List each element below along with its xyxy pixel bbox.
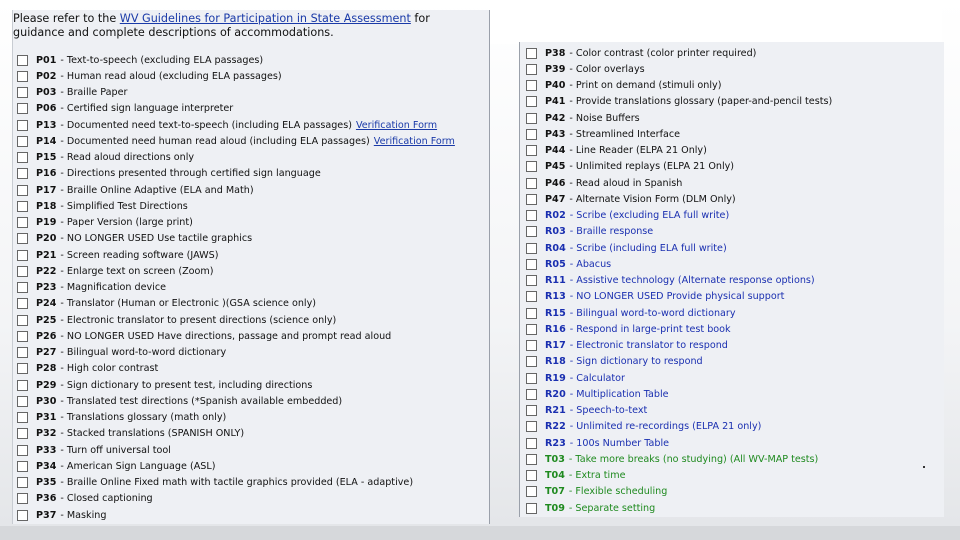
accommodation-code: R20: [545, 388, 566, 400]
accommodation-code: P29: [36, 379, 57, 391]
accommodation-label: - Noise Buffers: [569, 112, 640, 124]
accommodation-code: P35: [36, 477, 57, 489]
accommodation-item: [526, 208, 832, 224]
accommodation-label: - Respond in large-print test book: [569, 323, 731, 335]
accommodation-checkbox[interactable]: [17, 380, 28, 391]
accommodation-label: - Directions presented through certified sign language: [60, 168, 321, 180]
accommodation-label: - Print on demand (stimuli only): [569, 80, 722, 92]
accommodation-item: [17, 491, 455, 507]
accommodation-checkbox[interactable]: [526, 356, 537, 367]
accommodation-item: [526, 500, 832, 516]
accommodation-label: - Magnification device: [60, 282, 167, 294]
accommodation-code: P06: [36, 103, 57, 115]
accommodation-item: [17, 410, 455, 426]
accommodation-code: P36: [36, 493, 57, 505]
accommodation-code: P23: [36, 282, 57, 294]
accommodation-checkbox[interactable]: [17, 120, 28, 131]
accommodation-code: P16: [36, 168, 57, 180]
accommodation-code: R13: [545, 291, 566, 303]
accommodation-checkbox[interactable]: [526, 308, 537, 319]
accommodation-label: - Assistive technology (Alternate response options): [569, 275, 815, 287]
accommodation-code: R04: [545, 242, 566, 254]
accommodation-code: R17: [545, 340, 566, 352]
accommodation-code: P39: [545, 63, 566, 75]
accommodation-item: [17, 150, 455, 166]
accommodation-item: [526, 126, 832, 142]
accommodation-label: - Speech-to-text: [569, 405, 648, 417]
accommodation-label: - Sign dictionary to present test, including directions: [60, 379, 313, 391]
verification-form-link[interactable]: Verification Form: [355, 119, 438, 131]
accommodation-code: P32: [36, 428, 57, 440]
accommodation-item: [17, 85, 455, 101]
accommodation-checkbox[interactable]: [526, 210, 537, 221]
accommodation-checkbox[interactable]: [526, 291, 537, 302]
accommodation-code: P13: [36, 119, 57, 131]
accommodation-item: [17, 361, 455, 377]
accommodation-label: - American Sign Language (ASL): [60, 460, 216, 472]
accommodation-checkbox[interactable]: [17, 298, 28, 309]
header-whitespace: [490, 8, 942, 44]
accommodation-label: - Bilingual word-to-word dictionary: [60, 347, 227, 359]
accommodation-label: - Electronic translator to present directions (science only): [60, 314, 337, 326]
accommodation-checkbox[interactable]: [17, 152, 28, 163]
accommodation-code: T04: [545, 470, 565, 482]
accommodation-code: R11: [545, 275, 566, 287]
accommodation-code: P45: [545, 161, 566, 173]
accommodation-item: [17, 263, 455, 279]
accommodation-item: [526, 175, 832, 191]
accommodation-label: - Streamlined Interface: [569, 128, 681, 140]
accommodation-checkbox[interactable]: [17, 347, 28, 358]
accommodation-checkbox[interactable]: [17, 136, 28, 147]
accommodation-code: P20: [36, 233, 57, 245]
accommodation-item: [526, 451, 832, 467]
accommodation-checkbox[interactable]: [17, 461, 28, 472]
accommodation-item: [17, 426, 455, 442]
accommodation-label: - Translations glossary (math only): [60, 412, 227, 424]
accommodation-code: P14: [36, 135, 57, 147]
accommodation-label: - Scribe (including ELA full write): [569, 242, 727, 254]
accommodation-checkbox[interactable]: [526, 129, 537, 140]
accommodation-code: P41: [545, 96, 566, 108]
right-accommodation-list: [526, 45, 832, 516]
accommodation-label: - Closed captioning: [60, 493, 153, 505]
accommodation-label: - NO LONGER USED Have directions, passage and prompt read aloud: [60, 330, 392, 342]
guidelines-link[interactable]: WV Guidelines for Participation in State Assessment: [119, 12, 411, 25]
accommodation-code: P01: [36, 54, 57, 66]
accommodation-checkbox[interactable]: [526, 113, 537, 124]
accommodation-item: [17, 117, 455, 133]
accommodation-item: [17, 166, 455, 182]
accommodation-checkbox[interactable]: [17, 493, 28, 504]
intro-after: for guidance and complete descriptions of accommodations.: [13, 12, 430, 39]
accommodation-item: [526, 110, 832, 126]
accommodation-code: P25: [36, 314, 57, 326]
accommodation-checkbox[interactable]: [17, 217, 28, 228]
accommodation-checkbox[interactable]: [17, 103, 28, 114]
accommodation-code: P31: [36, 412, 57, 424]
accommodation-item: [526, 305, 832, 321]
accommodation-code: P47: [545, 193, 566, 205]
accommodation-label: - Separate setting: [568, 502, 656, 514]
accommodation-checkbox[interactable]: [526, 373, 537, 384]
accommodation-label: - Braille Paper: [60, 87, 128, 99]
accommodation-label: - Screen reading software (JAWS): [60, 249, 219, 261]
accommodation-label: - Braille Online Adaptive (ELA and Math): [60, 184, 254, 196]
accommodation-checkbox[interactable]: [526, 226, 537, 237]
accommodation-code: P15: [36, 152, 57, 164]
accommodation-item: [526, 191, 832, 207]
accommodation-code: P03: [36, 87, 57, 99]
accommodation-item: [526, 338, 832, 354]
accommodation-checkbox[interactable]: [17, 250, 28, 261]
accommodation-code: P19: [36, 217, 57, 229]
accommodation-label: - Simplified Test Directions: [60, 200, 188, 212]
accommodation-label: - Turn off universal tool: [60, 444, 171, 456]
accommodation-item: [17, 52, 455, 68]
accommodation-item: [17, 507, 455, 523]
accommodation-checkbox[interactable]: [526, 421, 537, 432]
accommodation-item: [526, 143, 832, 159]
accommodation-item: [17, 377, 455, 393]
accommodation-checkbox[interactable]: [526, 486, 537, 497]
accommodation-item: [526, 370, 832, 386]
accommodation-code: R05: [545, 258, 566, 270]
accommodation-label: - Color contrast (color printer required): [569, 47, 757, 59]
accommodation-label: - Unlimited replays (ELPA 21 Only): [569, 161, 735, 173]
accommodation-label: - Human read aloud (excluding ELA passages): [60, 70, 282, 82]
accommodation-checkbox[interactable]: [526, 470, 537, 481]
accommodation-item: [526, 419, 832, 435]
accommodation-item: [526, 224, 832, 240]
accommodation-label: - Text-to-speech (excluding ELA passages): [60, 54, 264, 66]
accommodation-checkbox[interactable]: [17, 266, 28, 277]
accommodation-code: P27: [36, 347, 57, 359]
accommodation-code: T03: [545, 453, 565, 465]
accommodation-item: [17, 296, 455, 312]
accommodation-label: - NO LONGER USED Provide physical support: [569, 291, 785, 303]
accommodation-checkbox[interactable]: [526, 161, 537, 172]
accommodation-label: - Read aloud in Spanish: [569, 177, 683, 189]
accommodation-item: [526, 94, 832, 110]
accommodation-code: P44: [545, 145, 566, 157]
accommodation-checkbox[interactable]: [17, 445, 28, 456]
accommodation-item: [526, 321, 832, 337]
accommodation-code: R18: [545, 356, 566, 368]
accommodation-item: [17, 280, 455, 296]
accommodation-label: - Scribe (excluding ELA full write): [569, 210, 730, 222]
accommodation-checkbox[interactable]: [526, 194, 537, 205]
accommodation-checkbox[interactable]: [526, 405, 537, 416]
accommodation-code: T09: [545, 502, 565, 514]
accommodation-item: [17, 442, 455, 458]
accommodation-item: [17, 393, 455, 409]
accommodation-item: [17, 312, 455, 328]
accommodation-code: P17: [36, 184, 57, 196]
accommodation-code: R15: [545, 307, 566, 319]
accommodation-code: R19: [545, 372, 566, 384]
accommodation-item: [17, 68, 455, 84]
accommodation-checkbox[interactable]: [526, 454, 537, 465]
accommodation-label: - Documented need text-to-speech (including ELA passages): [60, 119, 352, 131]
accommodation-checkbox[interactable]: [17, 363, 28, 374]
accommodation-label: - Provide translations glossary (paper-and-pencil tests): [569, 96, 833, 108]
accommodation-checkbox[interactable]: [17, 201, 28, 212]
accommodation-checkbox[interactable]: [17, 428, 28, 439]
accommodation-label: - Flexible scheduling: [568, 486, 668, 498]
accommodation-checkbox[interactable]: [526, 275, 537, 286]
accommodation-label: - Masking: [60, 509, 107, 521]
accommodation-label: - Braille response: [569, 226, 654, 238]
accommodation-item: [526, 159, 832, 175]
accommodation-checkbox[interactable]: [526, 389, 537, 400]
accommodation-code: P28: [36, 363, 57, 375]
accommodation-code: P46: [545, 177, 566, 189]
accommodation-checkbox[interactable]: [526, 438, 537, 449]
accommodation-code: P21: [36, 249, 57, 261]
accommodation-item: [526, 484, 832, 500]
accommodation-item: [17, 133, 455, 149]
accommodation-label: - Read aloud directions only: [60, 152, 195, 164]
accommodation-checkbox[interactable]: [17, 396, 28, 407]
accommodation-label: - Unlimited re-recordings (ELPA 21 only): [569, 421, 762, 433]
accommodation-checkbox[interactable]: [526, 96, 537, 107]
accommodation-code: P18: [36, 200, 57, 212]
accommodation-code: P24: [36, 298, 57, 310]
accommodation-code: P40: [545, 80, 566, 92]
accommodation-label: - Line Reader (ELPA 21 Only): [569, 145, 707, 157]
accommodation-item: [526, 240, 832, 256]
accommodation-code: P34: [36, 460, 57, 472]
accommodation-checkbox[interactable]: [526, 243, 537, 254]
accommodation-checkbox[interactable]: [17, 331, 28, 342]
intro-before: Please refer to the: [13, 12, 120, 25]
accommodation-code: R16: [545, 323, 566, 335]
accommodation-checkbox[interactable]: [526, 324, 537, 335]
stray-dot: [923, 466, 925, 468]
left-accommodation-list: [17, 52, 455, 523]
accommodation-item: [526, 61, 832, 77]
accommodation-label: - Certified sign language interpreter: [60, 103, 234, 115]
accommodation-checkbox[interactable]: [17, 233, 28, 244]
accommodation-label: - Alternate Vision Form (DLM Only): [569, 193, 736, 205]
accommodation-label: - NO LONGER USED Use tactile graphics: [60, 233, 253, 245]
accommodation-code: R23: [545, 437, 566, 449]
accommodation-checkbox[interactable]: [526, 80, 537, 91]
accommodation-label: - Extra time: [568, 470, 626, 482]
slide-footer-band: [0, 526, 960, 540]
accommodation-label: - 100s Number Table: [569, 437, 670, 449]
accommodation-checkbox[interactable]: [526, 178, 537, 189]
accommodation-checkbox[interactable]: [17, 71, 28, 82]
accommodation-code: P26: [36, 330, 57, 342]
accommodation-label: - Bilingual word-to-word dictionary: [569, 307, 736, 319]
accommodation-item: [526, 468, 832, 484]
accommodation-item: [526, 289, 832, 305]
accommodation-item: [526, 273, 832, 289]
accommodation-item: [526, 78, 832, 94]
accommodation-checkbox[interactable]: [526, 48, 537, 59]
accommodation-checkbox[interactable]: [526, 503, 537, 514]
accommodation-label: - Sign dictionary to respond: [569, 356, 703, 368]
accommodation-checkbox[interactable]: [17, 510, 28, 521]
verification-form-link[interactable]: Verification Form: [373, 135, 455, 147]
accommodation-checkbox[interactable]: [17, 185, 28, 196]
accommodation-label: - Color overlays: [569, 63, 645, 75]
accommodation-label: - Take more breaks (no studying) (All WV-MAP tests): [568, 453, 819, 465]
accommodation-label: - Translated test directions (*Spanish available embedded): [60, 395, 343, 407]
accommodation-checkbox[interactable]: [17, 168, 28, 179]
accommodation-code: P22: [36, 265, 57, 277]
accommodation-code: P37: [36, 509, 57, 521]
accommodation-code: R22: [545, 421, 566, 433]
accommodation-item: [17, 328, 455, 344]
accommodation-label: - Electronic translator to respond: [569, 340, 728, 352]
accommodation-item: [17, 215, 455, 231]
accommodation-code: R02: [545, 210, 566, 222]
accommodation-code: R21: [545, 405, 566, 417]
accommodation-item: [17, 475, 455, 491]
accommodation-code: P30: [36, 395, 57, 407]
accommodation-item: [17, 247, 455, 263]
accommodation-item: [526, 386, 832, 402]
accommodation-label: - Stacked translations (SPANISH ONLY): [60, 428, 245, 440]
accommodation-checkbox[interactable]: [17, 412, 28, 423]
accommodation-code: P38: [545, 47, 566, 59]
accommodation-code: P33: [36, 444, 57, 456]
accommodation-item: [526, 435, 832, 451]
accommodation-item: [17, 231, 455, 247]
accommodation-checkbox[interactable]: [17, 55, 28, 66]
accommodation-label: - Documented need human read aloud (including ELA passages): [60, 135, 370, 147]
accommodation-item: [526, 354, 832, 370]
accommodation-code: P42: [545, 112, 566, 124]
accommodation-code: R03: [545, 226, 566, 238]
accommodation-code: P43: [545, 128, 566, 140]
accommodation-item: [17, 458, 455, 474]
accommodation-item: [17, 198, 455, 214]
accommodation-item: [526, 45, 832, 61]
accommodation-label: - Multiplication Table: [569, 388, 669, 400]
accommodation-code: T07: [545, 486, 565, 498]
accommodation-label: - Braille Online Fixed math with tactile graphics provided (ELA - adaptive): [60, 477, 414, 489]
accommodation-item: [17, 182, 455, 198]
accommodation-checkbox[interactable]: [17, 477, 28, 488]
accommodation-label: - Translator (Human or Electronic )(GSA science only): [60, 298, 317, 310]
accommodation-checkbox[interactable]: [526, 145, 537, 156]
accommodation-checkbox[interactable]: [526, 259, 537, 270]
accommodation-label: - Paper Version (large print): [60, 217, 193, 229]
accommodation-item: [526, 256, 832, 272]
accommodation-checkbox[interactable]: [17, 282, 28, 293]
accommodation-label: - Calculator: [569, 372, 625, 384]
accommodation-code: P02: [36, 70, 57, 82]
accommodation-item: [17, 345, 455, 361]
intro-text: [13, 12, 483, 39]
accommodation-item: [17, 101, 455, 117]
accommodation-label: - High color contrast: [60, 363, 159, 375]
accommodation-item: [526, 403, 832, 419]
accommodation-label: - Enlarge text on screen (Zoom): [60, 265, 214, 277]
accommodation-checkbox[interactable]: [526, 340, 537, 351]
accommodation-checkbox[interactable]: [526, 64, 537, 75]
accommodation-checkbox[interactable]: [17, 315, 28, 326]
accommodation-label: - Abacus: [569, 258, 612, 270]
accommodation-checkbox[interactable]: [17, 87, 28, 98]
